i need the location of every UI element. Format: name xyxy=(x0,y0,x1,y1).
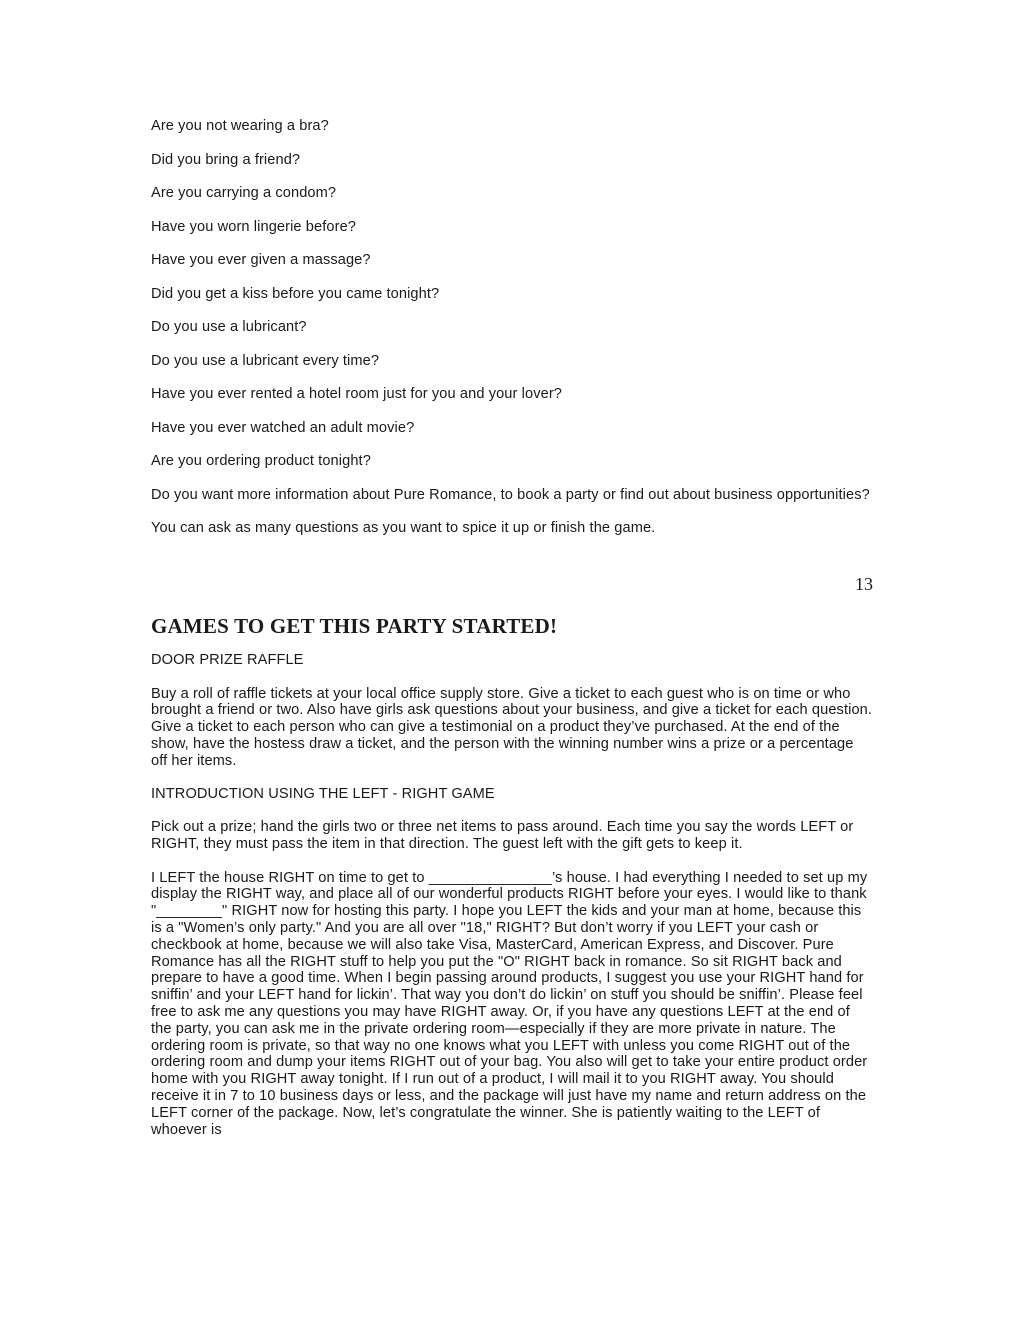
section-heading: GAMES TO GET THIS PARTY STARTED! xyxy=(151,614,558,638)
question-list xyxy=(151,118,873,537)
question-item: Have you ever watched an adult movie? xyxy=(151,419,415,436)
left-right-story: I LEFT the house RIGHT on time to get to _______________’s house. I had everything I needed to set up my display the RIGHT way, and place all of our wonderful products RIGHT before your eyes. I would like to thank "________" RIGHT now for hosting this party. I hope you LEFT the kids and your man at home, because this is a "Women’s only party." And you are all over "18," RIGHT? But don’t worry if you LEFT your cash or checkbook at home, because we will also take Visa, MasterCard, American Express, and Discover. Pure Romance has all the RIGHT stuff to help you put the "O" RIGHT back in romance. So sit RIGHT back and prepare to have a good time. When I begin passing around products, I suggest you use your RIGHT hand for sniffin’ and your LEFT hand for lickin’. That way you don’t do lickin’ on stuff you should be sniffin’. Please feel free to ask me any questions you may have RIGHT away. Or, if you have any questions LEFT at the end of the party, you can ask me in the private ordering room—especially if they are more private in nature. The ordering room is private, so that way no one knows what you LEFT with unless you come RIGHT out of the ordering room and dump your items RIGHT out of your bag. You also will get to take your entire product order home with you RIGHT away tonight. If I run out of a product, I will mail it to you RIGHT away. You should receive it in 7 to 10 business days or less, and the package will just have my name and return address on the LEFT corner of the package. Now, let’s congratulate the winner. She is patiently waiting to the LEFT of whoever is xyxy=(151,869,868,1138)
question-item: Have you ever given a massage? xyxy=(151,252,371,268)
door-prize-text: Buy a roll of raffle tickets at your local office supply store. Give a ticket to each guest who is on time or who brought a friend or two. Also have girls ask questions about your business, and give a ticket for each question. Give a ticket to each person who can give a testimonial on a product they’ve purchased. At the end of the show, have the hostess draw a ticket, and the person with the winning number wins a prize or a percentage off her items. xyxy=(151,685,873,769)
games-section xyxy=(151,614,873,1138)
question-item: Do you use a lubricant every time? xyxy=(151,352,380,369)
door-prize-title: DOOR PRIZE RAFFLE xyxy=(151,652,304,668)
question-item: Are you ordering product tonight? xyxy=(151,453,371,469)
question-item: Do you use a lubricant? xyxy=(151,319,307,335)
question-item: Did you bring a friend? xyxy=(151,151,301,168)
question-item: Did you get a kiss before you came tonight? xyxy=(151,285,440,302)
question-item: Have you worn lingerie before? xyxy=(151,218,356,235)
question-item: Have you ever rented a hotel room just for you and your lover? xyxy=(151,386,562,402)
left-right-instructions: Pick out a prize; hand the girls two or three net items to pass around. Each time you say the words LEFT or RIGHT, they must pass the item in that direction. The guest left with the gift gets to keep it. xyxy=(151,819,854,853)
question-item: Do you want more information about Pure Romance, to book a party or find out about business opportunities? xyxy=(151,486,870,503)
page-number: 13 xyxy=(855,574,873,594)
question-item: Are you carrying a condom? xyxy=(151,185,337,201)
question-item: You can ask as many questions as you want to spice it up or finish the game. xyxy=(151,520,656,536)
left-right-title: INTRODUCTION USING THE LEFT - RIGHT GAME xyxy=(151,785,495,802)
question-item: Are you not wearing a bra? xyxy=(151,118,329,134)
